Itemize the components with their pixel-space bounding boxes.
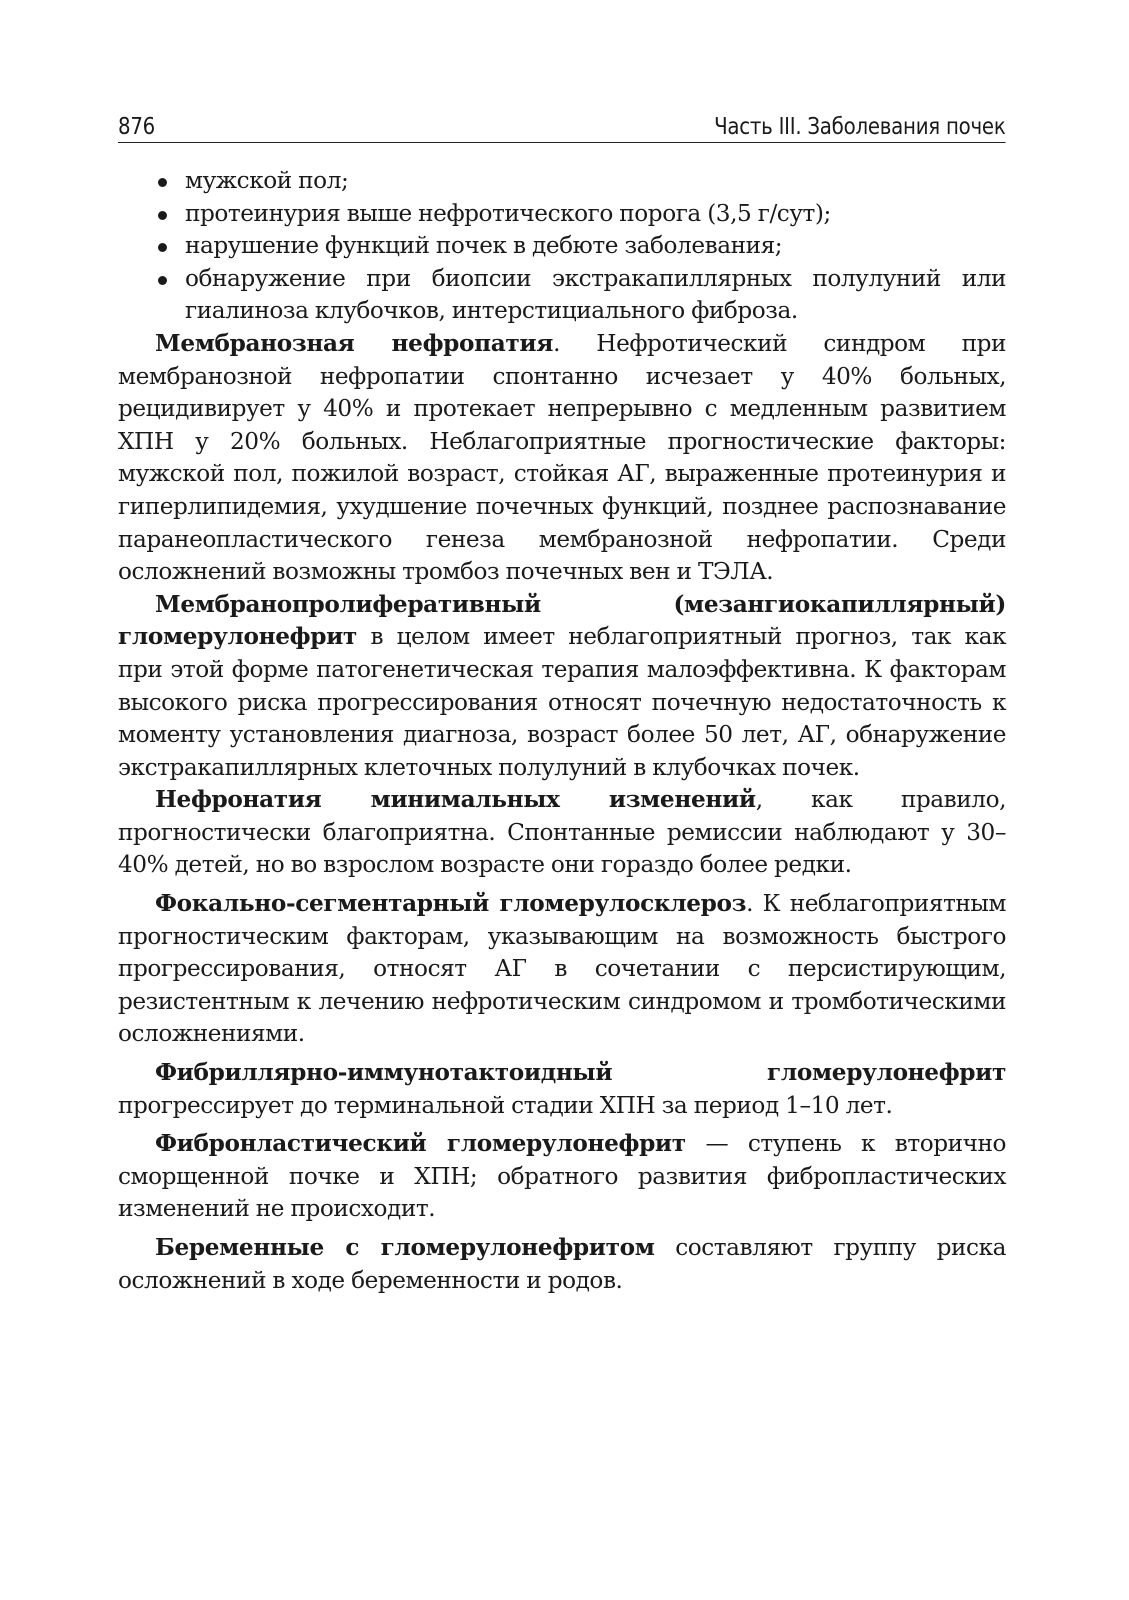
paragraph-membranous-nephropathy xyxy=(118,328,1006,589)
paragraph-term: Нефронатия минимальных изменений xyxy=(155,786,756,814)
paragraph-text: прогрессирует до терминальной стадии ХПН за период 1–10 лет. xyxy=(118,1091,893,1119)
paragraph-fibrillary-gn xyxy=(118,1057,1006,1122)
paragraph-term: Фибронластический гломерулонефрит xyxy=(155,1130,686,1158)
paragraph-text: — ступень к вторично сморщенной почке и ХПН; обратного развития фибропластических изменений не происходит. xyxy=(118,1130,1006,1223)
list-item xyxy=(118,165,1006,198)
list-item xyxy=(118,263,1006,328)
list-item xyxy=(118,198,1006,231)
list-item-text: мужской пол; xyxy=(185,167,349,194)
paragraph-term: Мембранозная нефропатия xyxy=(155,329,554,357)
bullet-icon xyxy=(158,178,167,187)
list-item-text: протеинурия выше нефротического порога (3,5 г/сут); xyxy=(185,199,831,227)
section-title: Часть III. Заболевания почек xyxy=(714,114,1006,140)
running-header xyxy=(118,108,1006,143)
paragraph-fibroplastic-gn xyxy=(118,1128,1006,1226)
paragraph-text: составляют группу риска осложнений в ходе беременности и родов. xyxy=(118,1234,1006,1294)
paragraph-term: Фибриллярно-иммунотактоидный гломерулонефрит xyxy=(155,1059,1006,1087)
paragraph-term: Мембранопролиферативный (мезангиокапиллярный) гломерулонефрит xyxy=(118,590,1006,651)
paragraph-text: в целом имеет неблагоприятный прогноз, так как при этой форме патогенетическая терапия малоэффективна. К факторам высокого риска прогрессирования относят почечную недостаточность к моменту установления диагноза, возраст более 50 лет, АГ, обнаружение экстракапиллярных клеточных полулуний в клубочках почек. xyxy=(118,623,1006,781)
bullet-icon xyxy=(158,243,167,252)
paragraph-text: . Нефротический синдром при мембранозной нефропатии спонтанно исчезает у 40% больных, рецидивирует у 40% и протекает непрерывно с медленным развитием ХПН у 20% больных. Неблагоприятные прогностические факторы: мужской пол, пожилой возраст, стойкая АГ, выраженные протеинурия и гиперлипидемия, ухудшение почечных функций, позднее распознавание паранеопластического генеза мембранозной нефропатии. Среди осложнений возможны тромбоз почечных вен и ТЭЛА. xyxy=(118,329,1006,586)
page-number: 876 xyxy=(118,114,155,140)
list-item-text: обнаружение при биопсии экстракапиллярных полулуний или гиалиноза клубочков, интерстициального фиброза. xyxy=(185,264,1006,325)
page-body xyxy=(118,165,1006,1297)
paragraph-text: , как правило, прогностически благоприятна. Спонтанные ремиссии наблюдают у 30–40% детей, но во взрослом возрасте они гораздо более редки. xyxy=(118,786,1006,879)
risk-factor-list xyxy=(118,165,1006,328)
paragraph-fsgs xyxy=(118,888,1006,1051)
paragraph-term: Фокально-сегментарный гломерулосклероз xyxy=(155,890,747,918)
paragraph-minimal-change xyxy=(118,784,1006,882)
bullet-icon xyxy=(158,276,167,285)
list-item xyxy=(118,230,1006,263)
paragraph-pregnancy xyxy=(118,1232,1006,1297)
book-page xyxy=(118,108,1006,1297)
paragraph-membranoproliferative-gn xyxy=(118,589,1006,785)
list-item-text: нарушение функций почек в дебюте заболевания; xyxy=(185,232,783,260)
paragraph-text: . К неблагоприятным прогностическим факторам, указывающим на возможность быстрого прогрессирования, относят АГ в сочетании с персистирующим, резистентным к лечению нефротическим синдромом и тромботическими осложнениями. xyxy=(118,890,1006,1048)
paragraph-term: Беременные с гломерулонефритом xyxy=(155,1234,655,1261)
bullet-icon xyxy=(158,211,167,220)
